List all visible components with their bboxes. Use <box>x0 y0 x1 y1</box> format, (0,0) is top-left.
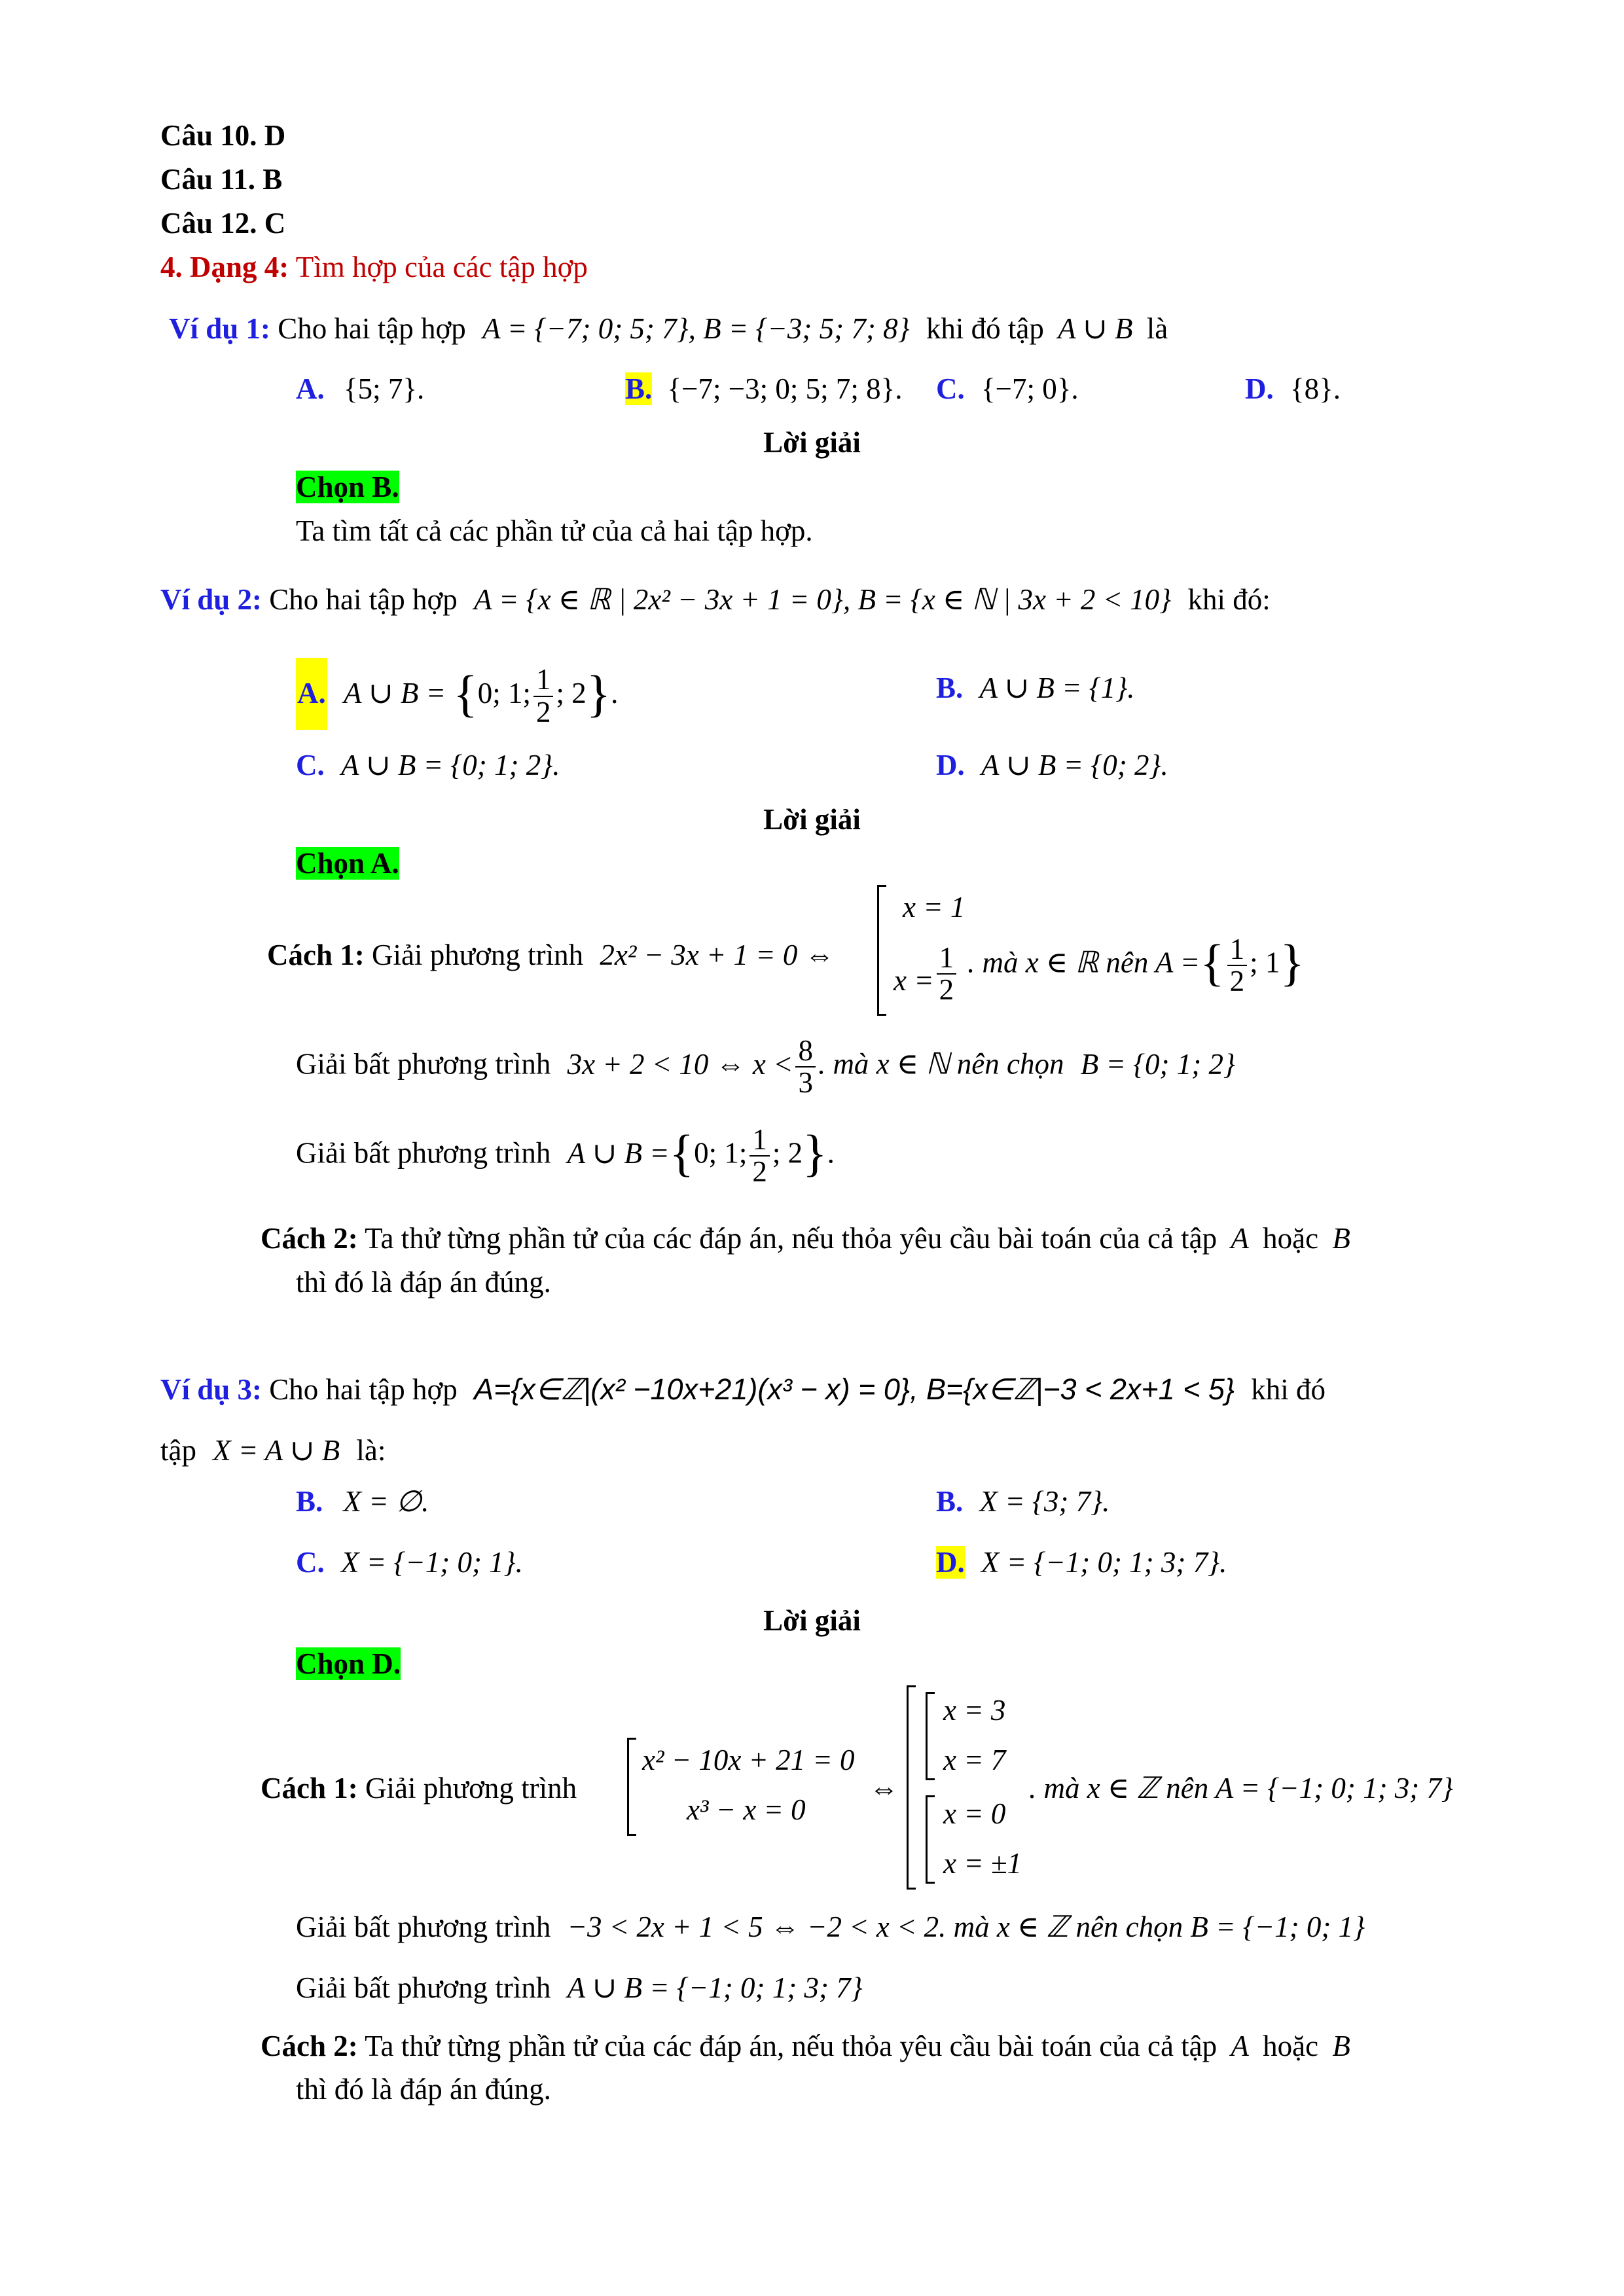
ex2-option-a-rbrace: } <box>586 664 611 722</box>
ex2-union-part1: 0; 1; <box>694 1136 748 1170</box>
ex3-option-c <box>296 1547 523 1579</box>
ex1-option-b-value: {−7; −3; 0; 5; 7; 8}. <box>667 372 903 405</box>
ex2-option-a-pre: A ∪ B = <box>344 677 454 709</box>
ex2-option-b-value: A ∪ B = {1}. <box>979 672 1135 704</box>
ex2-method1-after-text: . mà x ∈ ℝ nên A = <box>967 946 1200 979</box>
ex2-method1-label: Cách 1: <box>267 939 365 971</box>
ex2-union-lbrace: { <box>669 1124 695 1182</box>
ex1-setB: , B = {−3; 5; 7; 8} <box>688 312 910 345</box>
ex3-ineq-expr: −3 < 2x + 1 < 5 ⇔ −2 < x < 2. mà x ∈ ℤ nên chọn B = {−1; 0; 1} <box>567 1910 1365 1943</box>
ex2-option-c <box>296 749 560 782</box>
ex2-text2: khi đó: <box>1187 583 1271 616</box>
ex2-option-a-frac <box>533 664 554 728</box>
ex1-question <box>169 313 1168 346</box>
ex1-option-c-value: {−7; 0}. <box>981 372 1079 405</box>
ex3-method1 <box>261 1772 577 1805</box>
ex3-solution-heading: Lời giải <box>763 1604 861 1637</box>
ex2-union-frac <box>749 1124 770 1188</box>
ex3-inner-a-row2: x = 7 <box>943 1744 1006 1776</box>
ex2-option-b <box>936 672 1135 705</box>
ex2-option-d-letter: D. <box>936 749 965 781</box>
ex3-system-row2: x³ − x = 0 <box>687 1793 806 1826</box>
frac-num: 1 <box>1227 934 1248 966</box>
frac-den: 2 <box>535 695 551 728</box>
ex3-method2-line2: thì đó là đáp án đúng. <box>296 2073 551 2106</box>
frac-num: 1 <box>749 1124 770 1157</box>
ex2-union-pre: A ∪ B = <box>567 1136 670 1170</box>
ex3-method1-text: Giải phương trình <box>365 1772 577 1804</box>
ex3-option-b-empty-value: X = ∅. <box>343 1485 429 1518</box>
ex1-text1: Cho hai tập hợp <box>278 312 466 345</box>
ex3-text2: khi đó <box>1251 1373 1326 1406</box>
ex1-option-b-letter: B. <box>625 372 653 405</box>
ex1-solution-heading: Lời giải <box>763 426 861 459</box>
ex3-method2 <box>261 2030 1350 2063</box>
ex2-option-b-letter: B. <box>936 672 964 704</box>
ex1-option-d-letter: D. <box>1245 372 1274 405</box>
ex3-outer-system <box>907 1685 1026 1890</box>
ex3-option-b <box>936 1486 1110 1518</box>
ex3-text1: Cho hai tập hợp <box>269 1373 458 1406</box>
frac-den: 3 <box>798 1066 813 1100</box>
ex3-method1-system <box>627 1738 865 1836</box>
ex2-option-c-letter: C. <box>296 749 325 781</box>
ex2-setA-lbrace: { <box>1200 934 1225 992</box>
ex2-method1-text: Giải phương trình <box>371 939 584 971</box>
ex2-method2-line2: thì đó là đáp án đúng. <box>296 1266 551 1299</box>
ex2-choice-badge: Chọn A. <box>296 847 399 880</box>
ex2-system-row2-frac <box>937 942 957 1006</box>
ex3-option-b-letter: B. <box>936 1485 964 1518</box>
ex1-choice-badge: Chọn B. <box>296 471 399 503</box>
answer-line-11: Câu 11. B <box>160 163 283 196</box>
ex1-option-a <box>296 373 424 406</box>
ex3-inner-b-row1: x = 0 <box>943 1797 1006 1830</box>
ex2-method2-text: Ta thử từng phần tử của các đáp án, nếu thỏa yêu cầu bài toán của cả tập <box>365 1222 1218 1255</box>
ex2-option-a-lbrace: { <box>453 664 478 722</box>
ex1-option-d-value: {8}. <box>1290 372 1341 405</box>
ex2-inequality <box>296 1035 1235 1099</box>
ex3-option-d-letter: D. <box>936 1546 965 1579</box>
ex2-method1-eq: 2x² − 3x + 1 = 0 ⇔ <box>600 939 835 971</box>
frac-den: 2 <box>939 973 954 1007</box>
ex3-inner-a-row1: x = 3 <box>943 1694 1006 1727</box>
ex3-system-row1: x² − 10x + 21 = 0 <box>642 1744 855 1776</box>
ex3-option-b-empty <box>296 1486 429 1518</box>
ex2-union-rbrace: } <box>803 1124 827 1182</box>
ex2-option-a-part1: 0; 1; <box>477 677 531 709</box>
ex2-solution-heading: Lời giải <box>763 803 861 836</box>
ex3-option-c-value: X = {−1; 0; 1}. <box>341 1546 523 1579</box>
ex2-choice <box>296 848 399 880</box>
ex2-method1-after <box>967 934 1305 997</box>
answer-line-10: Câu 10. D <box>160 119 286 152</box>
ex2-ineq-expr: 3x + 2 < 10 ⇔ x < <box>567 1047 793 1081</box>
ex2-setA-rbrace: } <box>1280 934 1305 992</box>
ex3-inequality <box>296 1911 1365 1944</box>
ex2-option-a-letter: A. <box>296 658 327 730</box>
ex3-question-line2 <box>160 1435 386 1467</box>
ex3-setB: , B={x∈ℤ|−3 < 2x+1 < 5} <box>910 1372 1235 1406</box>
ex2-label: Ví dụ 2: <box>160 583 262 616</box>
frac-num: 1 <box>937 942 957 975</box>
ex1-option-c <box>936 373 1079 406</box>
ex3-inner-system-a <box>926 1692 1019 1780</box>
frac-den: 2 <box>752 1155 767 1189</box>
ex2-question <box>160 584 1271 617</box>
ex2-system-row1: x = 1 <box>903 891 965 924</box>
section-heading <box>160 251 588 284</box>
ex2-option-c-value: A ∪ B = {0; 1; 2}. <box>341 749 560 781</box>
ex2-ineq-setB: B = {0; 1; 2} <box>1080 1047 1236 1081</box>
ex3-text3: tập <box>160 1434 196 1467</box>
answer-line-12: Câu 12. C <box>160 207 286 240</box>
ex2-option-a-part2: ; 2 <box>556 677 586 709</box>
ex3-option-b-empty-letter: B. <box>296 1485 323 1518</box>
ex1-text2: khi đó tập <box>926 312 1044 345</box>
ex2-union-part2: ; 2 <box>772 1136 803 1170</box>
ex3-label: Ví dụ 3: <box>160 1373 262 1406</box>
ex3-inner-b-row2: x = ±1 <box>943 1847 1022 1880</box>
ex2-union <box>296 1124 835 1188</box>
ex3-iff: ⇔ <box>869 1772 899 1804</box>
ex3-ineq-text: Giải bất phương trình <box>296 1910 551 1943</box>
ex3-method1-label: Cách 1: <box>261 1772 358 1804</box>
section-title: Tìm hợp của các tập hợp <box>295 251 588 283</box>
ex2-option-a <box>296 658 618 730</box>
ex3-option-d <box>936 1547 1227 1579</box>
ex3-option-c-letter: C. <box>296 1546 325 1579</box>
ex2-option-d-value: A ∪ B = {0; 2}. <box>981 749 1168 781</box>
ex1-option-a-letter: A. <box>296 372 325 405</box>
ex2-text1: Cho hai tập hợp <box>269 583 458 616</box>
ex3-inner-system-b <box>926 1795 1026 1884</box>
ex3-method2-label: Cách 2: <box>261 2030 358 2062</box>
ex2-option-a-end: . <box>611 677 619 709</box>
ex1-label: Ví dụ 1: <box>169 312 271 345</box>
ex2-method2-B: B <box>1332 1222 1350 1255</box>
ex2-method2-or: hoặc <box>1263 1222 1319 1255</box>
ex2-union-text: Giải bất phương trình <box>296 1136 551 1170</box>
ex3-setX: X = A ∪ B <box>213 1434 340 1467</box>
ex1-option-b <box>625 373 902 406</box>
ex2-system-row2 <box>893 942 959 1006</box>
ex1-option-d <box>1245 373 1341 406</box>
frac-num: 1 <box>533 664 554 696</box>
ex1-option-a-value: {5; 7}. <box>344 372 425 405</box>
ex3-method2-text: Ta thử từng phần tử của các đáp án, nếu thỏa yêu cầu bài toán của cả tập <box>365 2030 1218 2062</box>
ex2-option-d <box>936 749 1168 782</box>
ex3-method2-or: hoặc <box>1263 2030 1319 2062</box>
ex3-union-expr: A ∪ B = {−1; 0; 1; 3; 7} <box>567 1971 863 2004</box>
ex1-option-c-letter: C. <box>936 372 965 405</box>
ex2-method2-A: A <box>1231 1222 1249 1255</box>
ex2-ineq-text: Giải bất phương trình <box>296 1047 551 1081</box>
ex3-choice-badge: Chọn D. <box>296 1647 401 1680</box>
frac-num: 8 <box>795 1035 816 1067</box>
ex2-union-end: . <box>827 1136 835 1170</box>
ex2-ineq-frac <box>795 1035 816 1099</box>
ex1-choice <box>296 471 399 504</box>
ex2-method1 <box>267 939 835 972</box>
ex3-text4: là: <box>356 1434 386 1467</box>
ex2-method2-label: Cách 2: <box>261 1222 358 1255</box>
frac-den: 2 <box>1229 965 1245 998</box>
ex1-text3: là <box>1146 312 1168 345</box>
ex3-method2-A: A <box>1231 2030 1249 2062</box>
ex1-union: A ∪ B <box>1058 312 1133 345</box>
ex2-system-row2-lhs: x = <box>893 963 934 997</box>
ex3-union <box>296 1972 863 2005</box>
ex2-method1-system <box>877 885 977 1016</box>
ex2-setA-rest: ; 1 <box>1250 946 1280 979</box>
ex3-setA: A={x∈ℤ|(x² −10x+21)(x³ − x) = 0} <box>474 1372 910 1406</box>
section-number: 4. Dạng 4: <box>160 251 289 283</box>
ex3-union-text: Giải bất phương trình <box>296 1971 551 2004</box>
ex2-setB: , B = {x ∈ ℕ | 3x + 2 < 10} <box>842 583 1172 616</box>
ex2-ineq-after: . mà x ∈ ℕ nên chọn <box>818 1047 1064 1081</box>
ex3-option-d-value: X = {−1; 0; 1; 3; 7}. <box>981 1546 1227 1579</box>
ex1-explanation: Ta tìm tất cả các phần tử của cả hai tập hợp. <box>296 514 813 547</box>
ex2-method2 <box>261 1223 1350 1255</box>
ex2-setA-frac <box>1227 934 1248 997</box>
ex3-choice <box>296 1648 401 1681</box>
ex3-method1-after: . mà x ∈ ℤ nên A = {−1; 0; 1; 3; 7} <box>1029 1772 1454 1804</box>
ex1-setA: A = {−7; 0; 5; 7} <box>482 312 689 345</box>
ex2-setA: A = {x ∈ ℝ | 2x² − 3x + 1 = 0} <box>474 583 843 616</box>
ex3-method2-B: B <box>1332 2030 1350 2062</box>
ex3-option-b-value: X = {3; 7}. <box>979 1485 1110 1518</box>
ex3-question <box>160 1373 1326 1407</box>
